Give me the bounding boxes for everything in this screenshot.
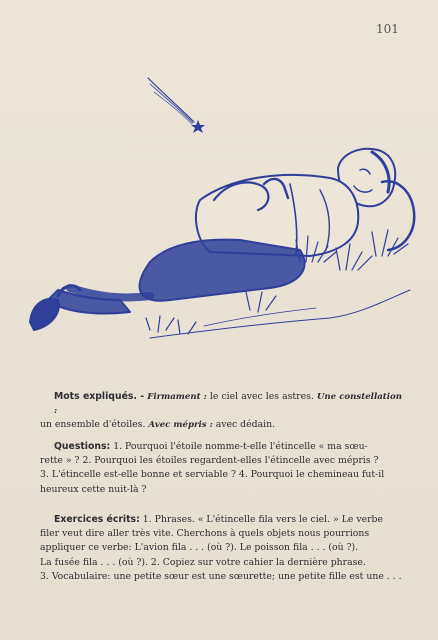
questions-line-3: 3. L'étincelle est-elle bonne et serviable ? 4. Pourquoi le chemineau fut-il	[40, 469, 385, 481]
questions-heading: Questions:	[54, 441, 111, 452]
exercices-line-2: filer veut dire aller très vite. Cherchons à quels objets nous pourrions	[40, 528, 370, 540]
exercices-text-1: 1. Phrases. « L'étincelle fila vers le ciel. » Le verbe	[139, 514, 383, 525]
questions-section	[40, 440, 402, 497]
def-firmament: le ciel avec les astres.	[206, 391, 317, 402]
page-number: 101	[376, 22, 399, 36]
def-mepris: avec dédain.	[212, 419, 276, 431]
term-constellation: Une constellation :	[54, 392, 402, 417]
shooting-star-trail	[148, 78, 194, 122]
trousers	[140, 240, 305, 301]
shoe-left	[30, 299, 59, 330]
star-icon	[191, 120, 205, 133]
exercices-line-4: La fusée fila . . . (où ?). 2. Copiez sur votre cahier la dernière phrase.	[40, 556, 366, 568]
term-firmament: Firmament :	[147, 392, 207, 402]
questions-line-2: rette » ? 2. Pourquoi les étoiles regardent-elles l'étincelle avec mépris ?	[40, 455, 379, 467]
exercices-section	[40, 513, 402, 584]
exercices-line-1	[40, 513, 402, 527]
exercices-line-3: appliquer ce verbe: L'avion fila . . . (où ?). Le poisson fila . . . (où ?).	[40, 542, 359, 554]
questions-text-1: 1. Pourquoi l'étoile nomme-t-elle l'étincelle « ma sœu-	[110, 441, 368, 452]
questions-line-4: heureux cette nuit-là ?	[40, 483, 147, 495]
mots-expliques-section	[40, 390, 402, 433]
exercices-line-5: 3. Vocabulaire: une petite sœur est une sœurette; une petite fille est une . . .	[40, 570, 402, 582]
mots-line-2	[40, 418, 402, 432]
mots-line-1	[40, 390, 402, 418]
mots-heading: Mots expliqués. -	[54, 391, 145, 402]
questions-line-1	[40, 440, 402, 454]
term-mepris: Avec mépris :	[148, 420, 213, 431]
def-constellation: un ensemble d'étoiles.	[40, 419, 149, 431]
exercices-heading: Exercices écrits:	[54, 514, 140, 525]
